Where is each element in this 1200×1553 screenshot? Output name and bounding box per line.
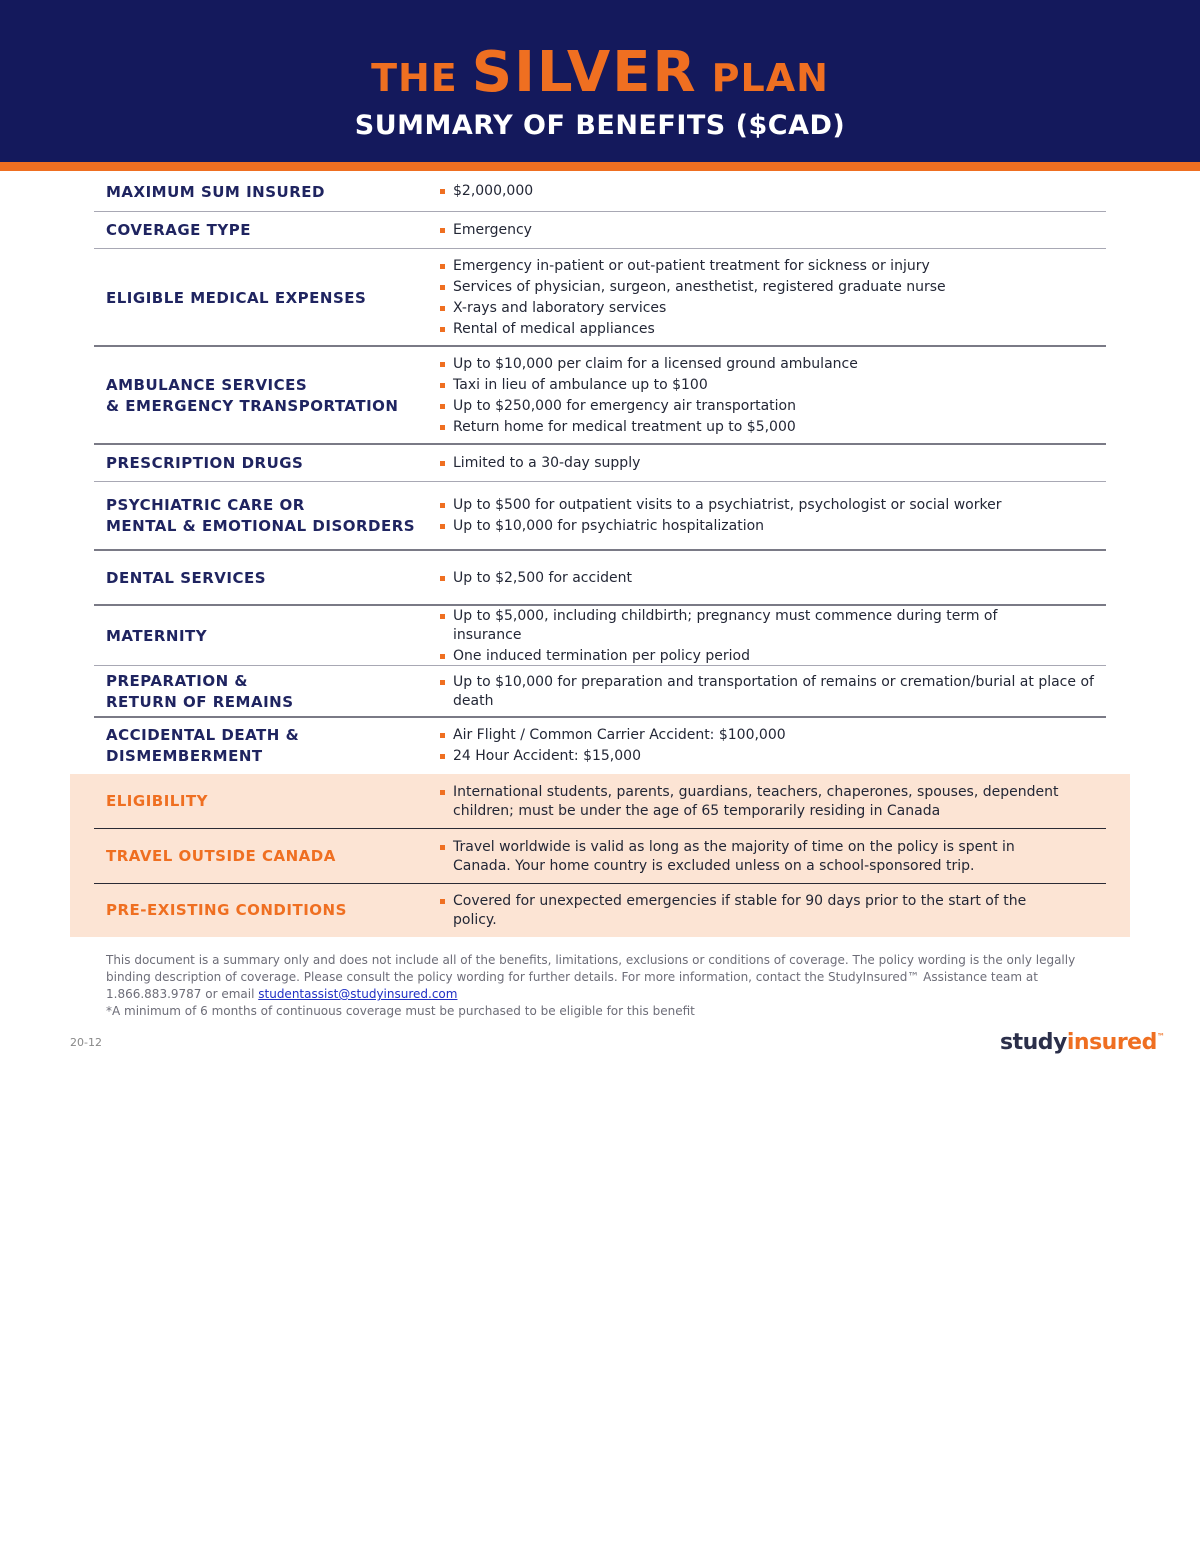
benefit-label: MATERNITY: [106, 626, 208, 645]
studyinsured-logo: [1000, 1030, 1164, 1055]
benefit-item: International students, parents, guardians, teachers, chaperones, spouses, dependent children; must be under the age of 65 temporarily residing in Canada: [438, 783, 1088, 821]
benefit-label: MAXIMUM SUM INSURED: [106, 182, 325, 201]
benefit-label: DENTAL SERVICES: [106, 569, 267, 587]
benefit-item: Return home for medical treatment up to $5,000: [438, 418, 1108, 437]
logo-study: study: [1000, 1030, 1067, 1055]
benefit-item: 24 Hour Accident: $15,000: [438, 747, 1108, 766]
benefit-item: One induced termination per policy period: [438, 647, 1068, 666]
benefit-label: PRE-EXISTING CONDITIONS: [106, 901, 347, 919]
benefit-item: Up to $10,000 per claim for a licensed ground ambulance: [438, 355, 1108, 374]
benefit-row: [70, 551, 1130, 606]
header-banner: [0, 0, 1200, 162]
benefit-item: Services of physician, surgeon, anesthetist, registered graduate nurse: [438, 278, 1108, 297]
benefit-details: [438, 884, 1058, 937]
benefit-item: Up to $2,500 for accident: [438, 569, 1108, 588]
title-suffix: PLAN: [711, 56, 829, 100]
pre-existing-row: [70, 884, 1130, 937]
benefit-row: [70, 249, 1130, 347]
benefit-row: [70, 718, 1130, 774]
benefit-label: ACCIDENTAL DEATH & DISMEMBERMENT: [106, 726, 300, 765]
benefit-row: [70, 666, 1130, 718]
benefit-item: $2,000,000: [438, 182, 1108, 201]
benefit-item: X-rays and laboratory services: [438, 299, 1108, 318]
benefit-label: TRAVEL OUTSIDE CANADA: [106, 847, 336, 865]
header-stripe: [0, 162, 1200, 171]
benefit-item: Air Flight / Common Carrier Accident: $100,000: [438, 726, 1108, 745]
benefit-row: [70, 445, 1130, 482]
benefit-row: [70, 347, 1130, 445]
benefit-label: ELIGIBLE MEDICAL EXPENSES: [106, 288, 367, 307]
benefit-details: [438, 347, 1108, 445]
benefit-item: Up to $500 for outpatient visits to a psychiatrist, psychologist or social worker: [438, 496, 1108, 515]
benefit-item: Up to $5,000, including childbirth; pregnancy must commence during term of insurance: [438, 607, 1068, 645]
title-prefix: THE: [371, 56, 458, 100]
document-number: 20-12: [70, 1036, 102, 1049]
title-main: SILVER: [471, 40, 698, 105]
benefit-label: PSYCHIATRIC CARE OR MENTAL & EMOTIONAL DISORDERS: [106, 496, 416, 535]
benefit-label: AMBULANCE SERVICES & EMERGENCY TRANSPORTATION: [106, 376, 399, 415]
benefit-item: Up to $250,000 for emergency air transportation: [438, 397, 1108, 416]
benefit-item: Emergency in-patient or out-patient treatment for sickness or injury: [438, 257, 1108, 276]
benefit-row: [70, 172, 1130, 212]
benefit-details: [438, 666, 1098, 718]
benefit-details: [438, 249, 1108, 347]
benefit-item: Up to $10,000 for psychiatric hospitalization: [438, 517, 1108, 536]
benefit-item: Taxi in lieu of ambulance up to $100: [438, 376, 1108, 395]
benefit-row: [70, 482, 1130, 551]
logo-trademark: ™: [1156, 1032, 1165, 1041]
benefit-label: PRESCRIPTION DRUGS: [106, 454, 304, 472]
benefit-details: [438, 829, 1058, 884]
logo-insured: insured: [1066, 1030, 1157, 1055]
benefit-details: [438, 212, 1108, 249]
benefit-details: [438, 718, 1108, 774]
benefit-item: Up to $10,000 for preparation and transportation of remains or cremation/burial at place of death: [438, 673, 1098, 711]
benefit-label: ELIGIBILITY: [106, 792, 209, 810]
benefit-details: [438, 606, 1068, 666]
benefit-details: [438, 551, 1108, 606]
benefit-row: [70, 212, 1130, 249]
benefit-item: Rental of medical appliances: [438, 320, 1108, 339]
benefit-item: Emergency: [438, 221, 1108, 240]
benefits-table: [70, 172, 1130, 937]
benefit-item: Covered for unexpected emergencies if stable for 90 days prior to the start of the policy.: [438, 892, 1058, 930]
travel-row: [70, 829, 1130, 884]
benefit-row: [70, 606, 1130, 666]
benefit-item: Limited to a 30-day supply: [438, 454, 1108, 473]
disclaimer-text: This document is a summary only and does not include all of the benefits, limitations, exclusions or conditions of coverage. The policy wording is the only legally binding description of coverage. Please consult the policy wording for further details. For more information, contact the StudyInsured™ Assistance team at 1.866.883.9787 or email: [106, 953, 1076, 1001]
minimum-coverage-note: *A minimum of 6 months of continuous coverage must be purchased to be eligible for this benefit: [106, 1004, 695, 1018]
benefit-label: COVERAGE TYPE: [106, 221, 251, 239]
benefit-label: PREPARATION & RETURN OF REMAINS: [106, 672, 294, 711]
benefit-details: [438, 445, 1108, 482]
benefit-details: [438, 774, 1088, 829]
assistance-email-link[interactable]: studentassist@studyinsured.com: [258, 987, 458, 1001]
benefit-details: [438, 482, 1108, 551]
page-subtitle: SUMMARY OF BENEFITS ($CAD): [354, 110, 846, 141]
benefit-details: [438, 172, 1108, 212]
plan-title: [0, 38, 1200, 121]
disclaimer: [106, 952, 1106, 1020]
eligibility-row: [70, 774, 1130, 829]
benefit-item: Travel worldwide is valid as long as the majority of time on the policy is spent in Canada. Your home country is excluded unless on a school-sponsored trip.: [438, 838, 1058, 876]
